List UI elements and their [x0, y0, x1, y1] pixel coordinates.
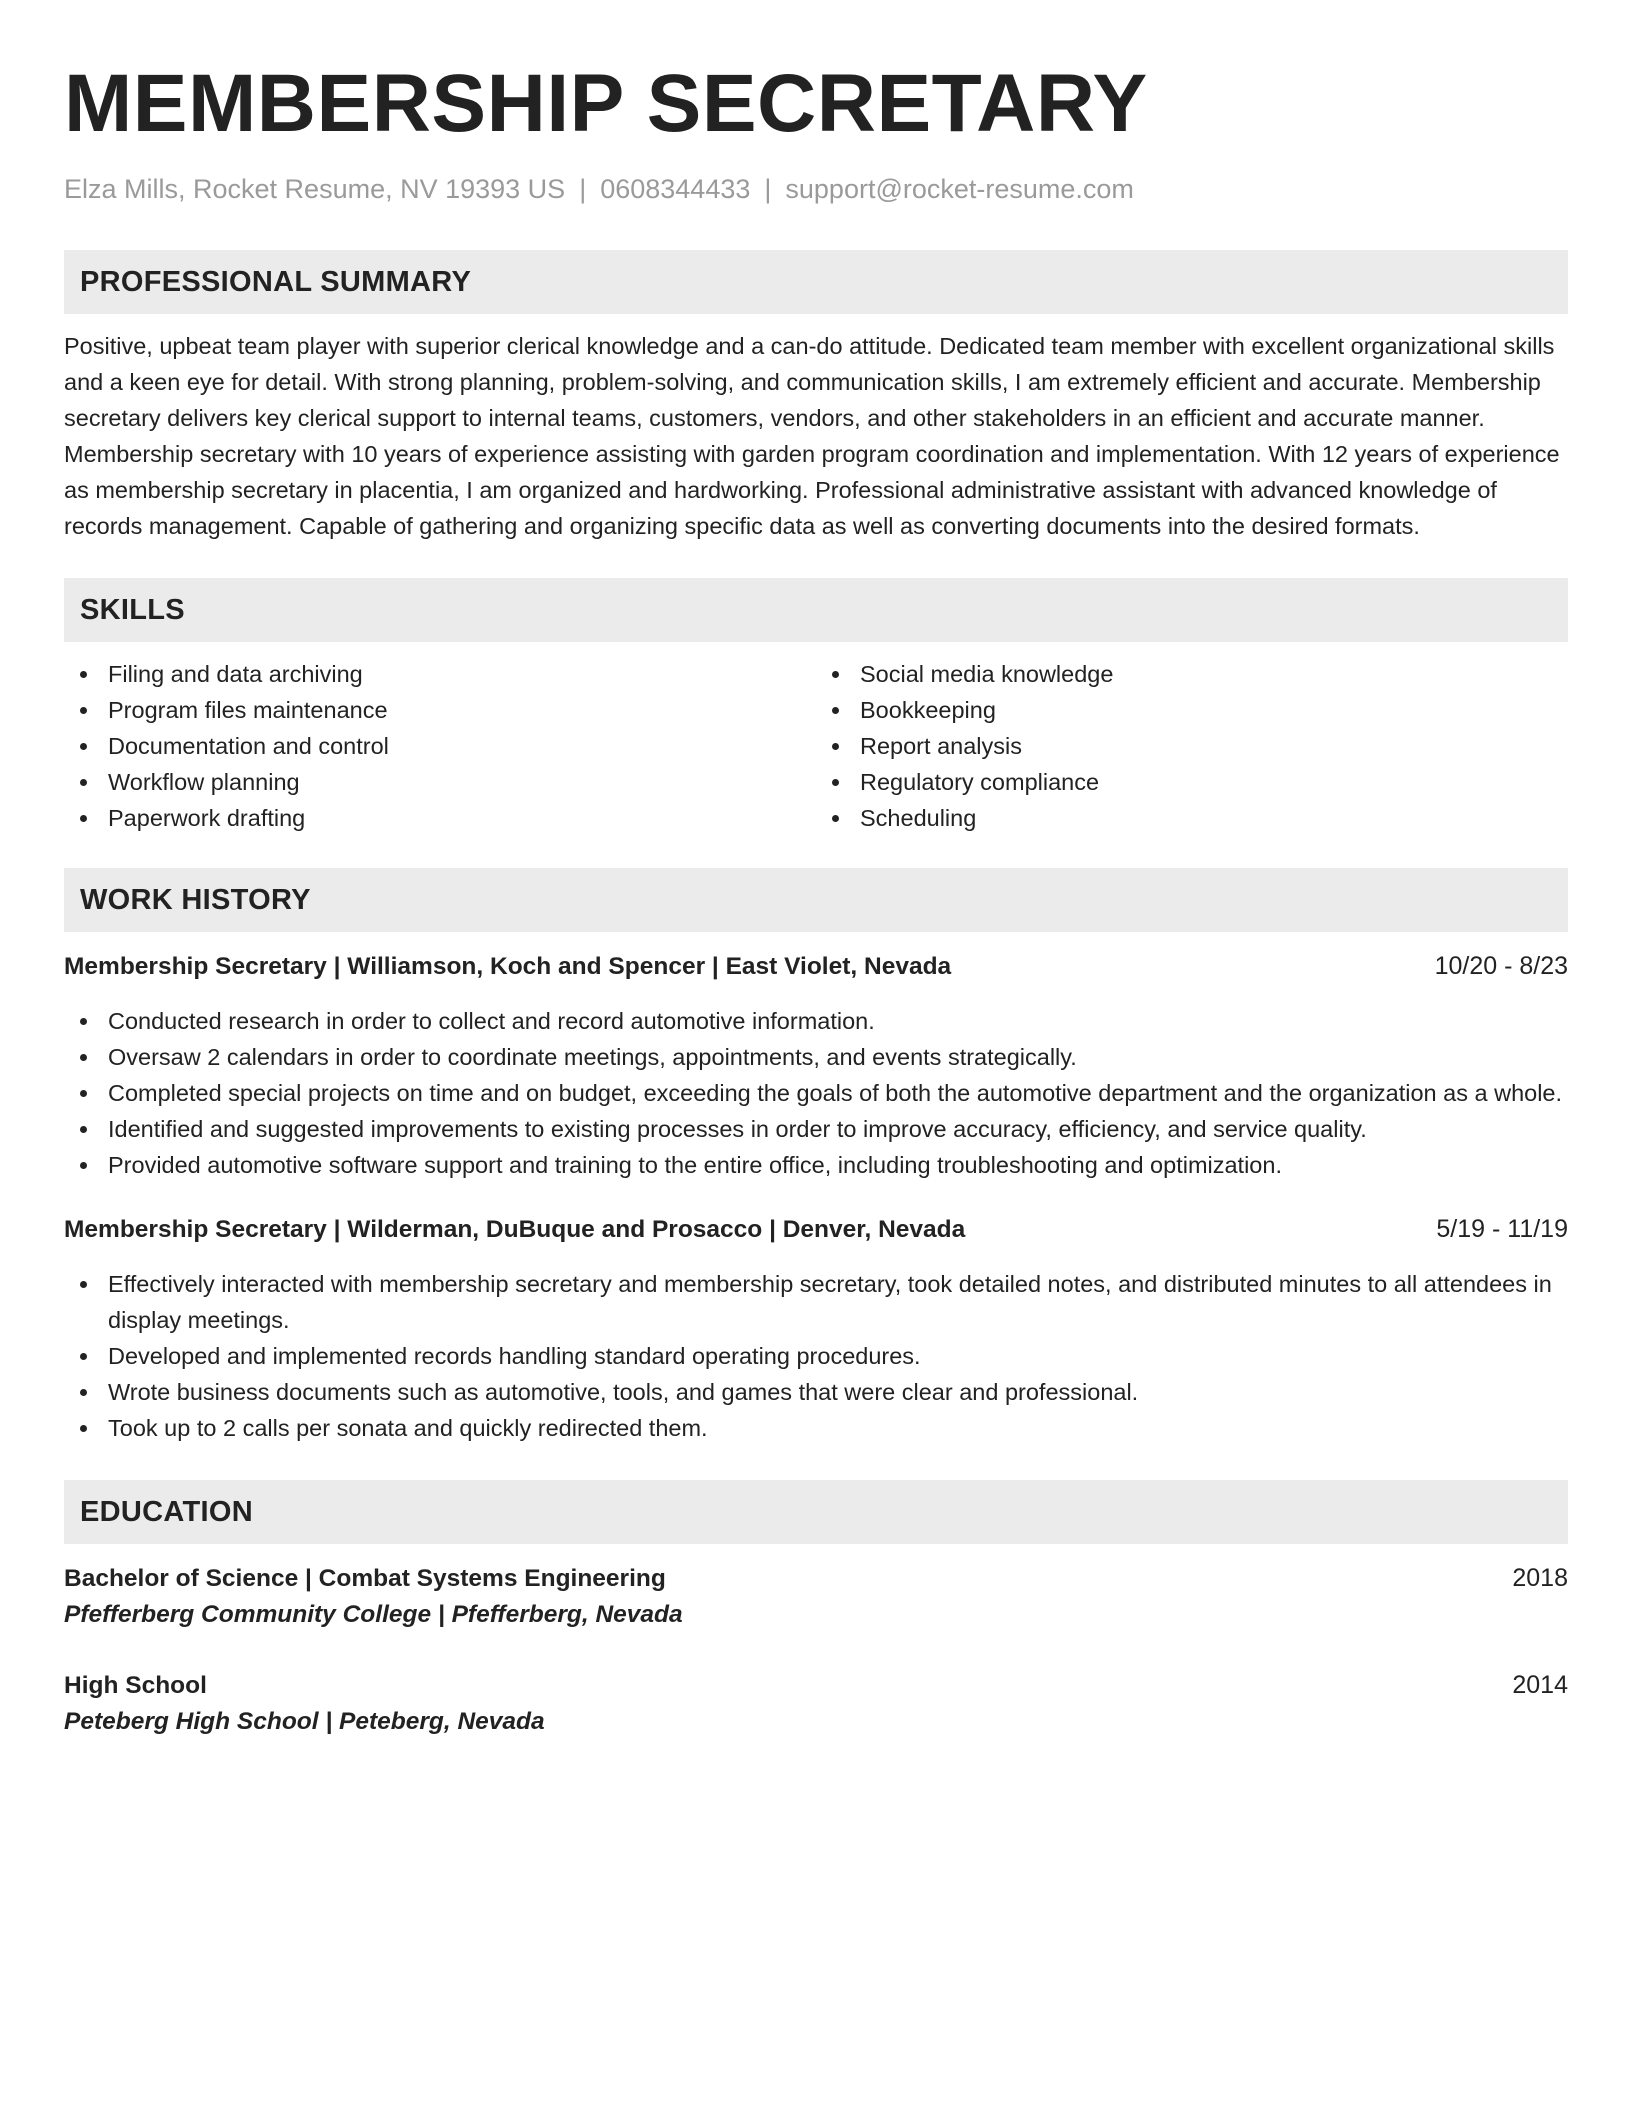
job-dates: 5/19 - 11/19 [1436, 1215, 1568, 1243]
skill-item: Bookkeeping [816, 692, 1568, 728]
summary-text: Positive, upbeat team player with superior clerical knowledge and a can-do attitude. Dedicated team member with excellent organizational skills and a keen eye for detail. With strong planning, problem-solving, and communication skills, I am extremely efficient and accurate. Membership secretary delivers key clerical support to internal teams, customers, vendors, and other stakeholders in an efficient and accurate manner. Membership secretary with 10 years of experience assisting with garden program coordination and implementation. With 12 years of experience as membership secretary in placentia, I am organized and hardworking. Professional administrative assistant with advanced knowledge of records management. Capable of gathering and organizing specific data as well as converting documents into the desired formats. [64, 333, 1560, 539]
section-heading-summary: PROFESSIONAL SUMMARY [64, 250, 1568, 314]
job-dates: 10/20 - 8/23 [1434, 952, 1568, 980]
job-bullets [64, 1266, 1568, 1446]
section-heading-education: EDUCATION [64, 1480, 1568, 1544]
education-school: Peteberg High School | Peteberg, Nevada [64, 1708, 545, 1735]
education-degree: Bachelor of Science | Combat Systems Engineering [64, 1565, 666, 1592]
section-heading-skills: SKILLS [64, 578, 1568, 642]
job-header [64, 948, 1568, 985]
education-header [64, 1667, 1568, 1704]
contact-phone: 0608344433 [600, 174, 751, 204]
contact-email: support@rocket-resume.com [785, 174, 1134, 204]
skills-list [64, 656, 1568, 836]
skill-item: Documentation and control [64, 728, 816, 764]
job-bullet: Effectively interacted with membership secretary and membership secretary, took detailed notes, and distributed minutes to all attendees in display meetings. [64, 1266, 1568, 1338]
skill-item: Filing and data archiving [64, 656, 816, 692]
skill-item: Regulatory compliance [816, 764, 1568, 800]
education-year: 2018 [1512, 1564, 1568, 1592]
job-bullets [64, 1003, 1568, 1183]
contact-separator: | [764, 174, 772, 204]
education-degree: High School [64, 1672, 207, 1699]
job-title: Membership Secretary | Williamson, Koch and Spencer | East Violet, Nevada [64, 953, 952, 980]
skills-column-left [64, 656, 816, 836]
skill-item: Paperwork drafting [64, 800, 816, 836]
job-bullet: Wrote business documents such as automotive, tools, and games that were clear and professional. [64, 1374, 1568, 1410]
section-heading-work-history: WORK HISTORY [64, 868, 1568, 932]
contact-address: Elza Mills, Rocket Resume, NV 19393 US [64, 174, 566, 204]
education-year: 2014 [1512, 1671, 1568, 1699]
skill-item: Report analysis [816, 728, 1568, 764]
job-bullet: Developed and implemented records handling standard operating procedures. [64, 1338, 1568, 1374]
skill-item: Program files maintenance [64, 692, 816, 728]
job-header [64, 1211, 1568, 1248]
job-bullet: Conducted research in order to collect and record automotive information. [64, 1003, 1568, 1039]
job-bullet: Provided automotive software support and training to the entire office, including troubleshooting and optimization. [64, 1147, 1568, 1183]
job-title: Membership Secretary | Wilderman, DuBuque and Prosacco | Denver, Nevada [64, 1216, 966, 1243]
job-bullet: Completed special projects on time and on budget, exceeding the goals of both the automotive department and the organization as a whole. [64, 1075, 1568, 1111]
resume-name-title: MEMBERSHIP SECRETARY [64, 58, 1148, 149]
job-bullet: Identified and suggested improvements to existing processes in order to improve accuracy, efficiency, and service quality. [64, 1111, 1568, 1147]
education-entry [64, 1667, 1568, 1740]
job-entry [64, 948, 1568, 1183]
education-header [64, 1560, 1568, 1597]
skill-item: Scheduling [816, 800, 1568, 836]
skill-item: Social media knowledge [816, 656, 1568, 692]
contact-separator: | [579, 174, 587, 204]
job-bullet: Oversaw 2 calendars in order to coordinate meetings, appointments, and events strategically. [64, 1039, 1568, 1075]
job-entry [64, 1211, 1568, 1446]
job-bullet: Took up to 2 calls per sonata and quickly redirected them. [64, 1410, 1568, 1446]
skill-item: Workflow planning [64, 764, 816, 800]
contact-line [64, 172, 1568, 206]
education-entry [64, 1560, 1568, 1633]
skills-column-right [816, 656, 1568, 836]
education-school: Pfefferberg Community College | Pfefferberg, Nevada [64, 1601, 683, 1628]
